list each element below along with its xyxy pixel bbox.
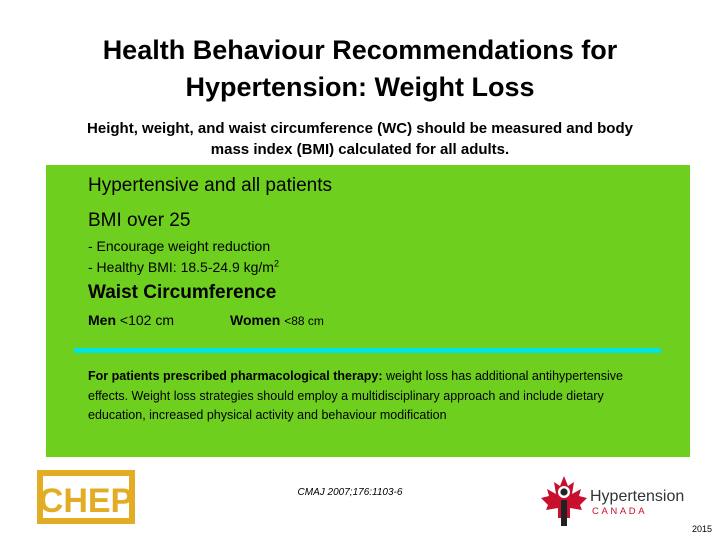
citation: CMAJ 2007;176:1103-6	[297, 487, 403, 498]
logo-figure-body	[561, 500, 567, 526]
divider-line	[74, 348, 661, 353]
page-subtitle	[40, 118, 680, 160]
year-label: 2015	[691, 524, 712, 534]
title-line-2: Hypertension: Weight Loss	[185, 72, 535, 102]
logo-figure-head	[560, 488, 567, 495]
recommendations-box	[46, 165, 690, 457]
note-bold: For patients prescribed pharmacological therapy:	[88, 369, 383, 383]
title-line-1: Health Behaviour Recommendations for	[102, 35, 618, 65]
bmi-heading: BMI over 25	[88, 210, 191, 231]
women-value: <88 cm	[284, 314, 324, 328]
women-waist	[230, 312, 324, 328]
superscript-2: 2	[273, 258, 279, 269]
subtitle-line-1: Height, weight, and waist circumference (WC) should be measured and body	[87, 120, 633, 137]
subtitle-line-2: mass index (BMI) calculated for all adults.	[210, 141, 510, 158]
men-waist	[88, 312, 174, 328]
note-text: weight loss has additional antihypertensive effects. Weight loss strategies should employ a multidisciplinary approach and include dietary education, increased physical activity and behaviour modification	[88, 369, 623, 422]
hypertension-logo-word: Hypertension	[590, 488, 685, 505]
waist-heading: Waist Circumference	[88, 282, 277, 303]
canada-logo-word: CANADA	[592, 506, 648, 517]
men-label: Men	[88, 312, 116, 328]
page-title	[40, 32, 680, 106]
waist-values-row	[88, 312, 408, 332]
men-value: <102 cm	[119, 312, 174, 328]
healthy-bmi-text: - Healthy BMI: 18.5-24.9 kg/m	[88, 259, 274, 275]
chep-logo-text: CHEP	[38, 482, 134, 520]
bullet-weight-reduction: - Encourage weight reduction	[88, 238, 271, 254]
chep-logo	[37, 470, 135, 524]
patients-heading: Hypertensive and all patients	[88, 175, 332, 196]
bullet-healthy-bmi	[88, 257, 279, 277]
women-label: Women	[230, 312, 281, 328]
pharmacological-note	[88, 367, 638, 426]
